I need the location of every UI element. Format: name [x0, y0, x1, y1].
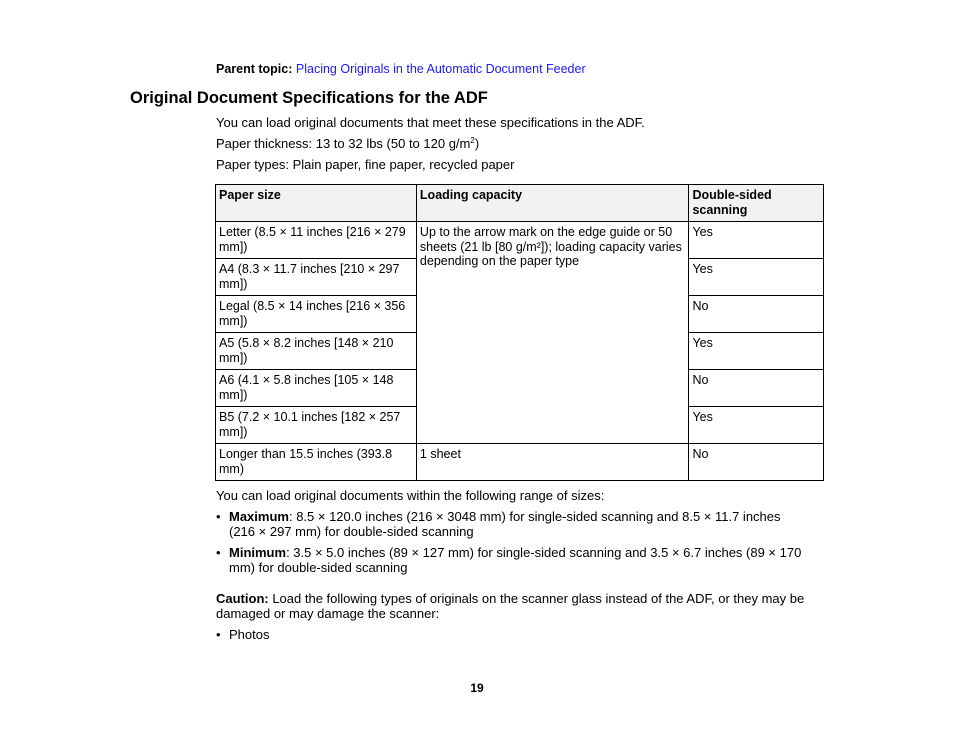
double-sided-cell: Yes: [689, 333, 824, 370]
double-sided-cell: No: [689, 370, 824, 407]
loading-capacity-cell: Up to the arrow mark on the edge guide or 50 sheets (21 lb [80 g/m²]); loading capacity varies depending on the paper type: [416, 222, 689, 444]
double-sided-cell: Yes: [689, 222, 824, 259]
range-text: : 8.5 × 120.0 inches (216 × 3048 mm) for single-sided scanning and 8.5 × 11.7 inches (216 × 297 mm) for double-sided scanning: [229, 509, 781, 539]
table-header-row: [216, 185, 824, 222]
parent-topic: [216, 62, 586, 76]
header-paper-size: Paper size: [216, 185, 417, 222]
paper-size-cell: A6 (4.1 × 5.8 inches [105 × 148 mm]): [216, 370, 417, 407]
specifications-table: [215, 184, 824, 481]
list-item: • Photos: [216, 627, 269, 642]
list-item: [216, 545, 806, 575]
caution-list: [216, 627, 269, 642]
table-row: [216, 222, 824, 259]
header-double-sided: Double-sided scanning: [689, 185, 824, 222]
table-row: [216, 444, 824, 481]
paper-size-cell: A5 (5.8 × 8.2 inches [148 × 210 mm]): [216, 333, 417, 370]
range-label: Maximum: [229, 509, 289, 524]
paper-size-cell: Letter (8.5 × 11 inches [216 × 279 mm]): [216, 222, 417, 259]
range-text: : 3.5 × 5.0 inches (89 × 127 mm) for single-sided scanning and 3.5 × 6.7 inches (89 × 170 mm) for double-sided scanning: [229, 545, 802, 575]
paper-size-cell: Legal (8.5 × 14 inches [216 × 356 mm]): [216, 296, 417, 333]
page-number: 19: [470, 681, 484, 695]
page-title: Original Document Specifications for the ADF: [130, 89, 488, 107]
caution-label: Caution:: [216, 591, 269, 606]
loading-capacity-cell: 1 sheet: [416, 444, 689, 481]
double-sided-cell: Yes: [689, 407, 824, 444]
double-sided-cell: No: [689, 444, 824, 481]
parent-topic-label: Parent topic:: [216, 62, 293, 76]
thickness-close: ): [474, 136, 480, 151]
double-sided-cell: Yes: [689, 259, 824, 296]
list-item: [216, 509, 806, 539]
paper-thickness-text: [216, 136, 479, 151]
caution-body: Load the following types of originals on the scanner glass instead of the ADF, or they may be damaged or may damage the scanner:: [216, 591, 805, 621]
caution-text: [216, 591, 816, 621]
intro-text: You can load original documents that meet these specifications in the ADF.: [216, 115, 645, 130]
paper-types-text: Paper types: Plain paper, fine paper, recycled paper: [216, 157, 515, 172]
double-sided-cell: No: [689, 296, 824, 333]
paper-size-cell: Longer than 15.5 inches (393.8 mm): [216, 444, 417, 481]
thickness-sup: 2: [470, 136, 475, 145]
thickness-text: Paper thickness: 13 to 32 lbs (50 to 120 g/m: [216, 136, 471, 151]
range-intro-text: You can load original documents within the following range of sizes:: [216, 488, 605, 503]
paper-size-cell: A4 (8.3 × 11.7 inches [210 × 297 mm]): [216, 259, 417, 296]
parent-topic-link[interactable]: Placing Originals in the Automatic Document Feeder: [295, 62, 586, 76]
range-label: Minimum: [229, 545, 287, 560]
size-range-list: [216, 509, 806, 575]
header-loading-capacity: Loading capacity: [416, 185, 689, 222]
paper-size-cell: B5 (7.2 × 10.1 inches [182 × 257 mm]): [216, 407, 417, 444]
